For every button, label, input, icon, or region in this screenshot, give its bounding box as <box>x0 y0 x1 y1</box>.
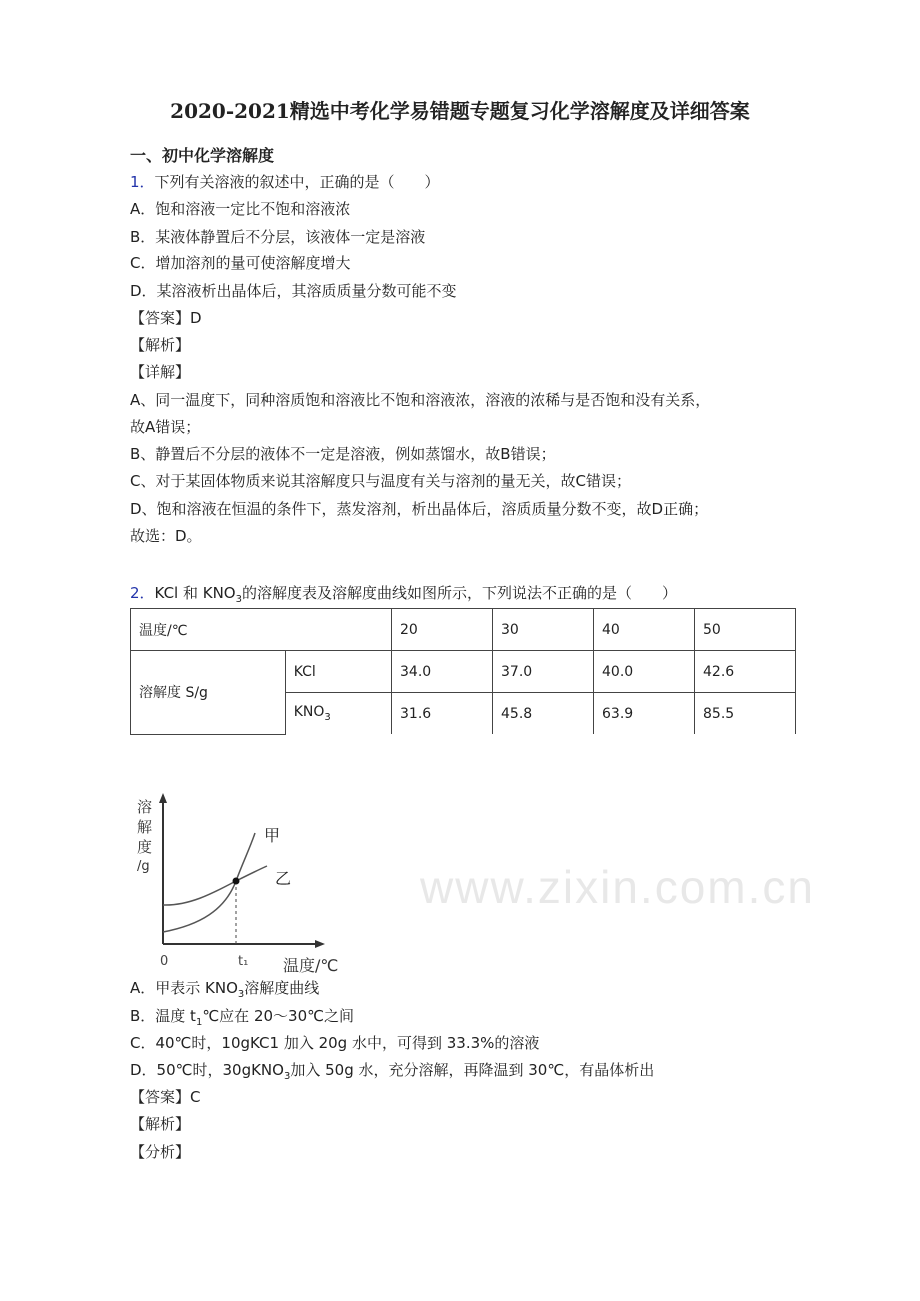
section-heading: 一、初中化学溶解度 <box>130 146 275 165</box>
subscript: 3 <box>283 1071 291 1082</box>
y-label-char: 度 <box>137 838 153 856</box>
q1-answer: 【答案】D <box>130 309 202 327</box>
table-cell: 40.0 <box>594 651 695 693</box>
subscript: 3 <box>324 711 331 723</box>
q2-text: 的溶解度表及溶解度曲线如图所示，下列说法不正确的是（ ） <box>241 584 677 602</box>
table-cell <box>285 693 391 735</box>
option-text: B．温度 t <box>130 1007 196 1025</box>
substance-name: KNO <box>293 704 325 721</box>
q1-explain-line: C、对于某固体物质来说其溶解度只与温度有关与溶剂的量无关，故C错误； <box>130 472 631 490</box>
option-text: D．50℃时，30gKNO <box>130 1061 284 1079</box>
q2-number: 2． <box>130 584 155 602</box>
watermark: www.zixin.com.cn <box>420 861 815 913</box>
q1-analysis: 【解析】 <box>130 336 191 354</box>
table-cell: 30 <box>493 609 594 651</box>
table-cell: 63.9 <box>594 693 695 735</box>
curve-label-yi: 乙 <box>275 869 292 888</box>
q2-option-c <box>130 1033 539 1053</box>
table-row <box>131 609 796 651</box>
y-label-char: 解 <box>137 818 153 836</box>
curve-label-jia: 甲 <box>264 826 281 845</box>
q2-stem <box>130 583 677 610</box>
q1-text: 下列有关溶液的叙述中，正确的是（ ） <box>154 173 440 191</box>
q1-explain-line: D、饱和溶液在恒温的条件下，蒸发溶剂，析出晶体后，溶质质量分数不变，故D正确； <box>130 500 709 518</box>
table-cell: 31.6 <box>392 693 493 735</box>
curve-yi <box>163 866 267 905</box>
table-cell: 37.0 <box>493 651 594 693</box>
q1-number: 1． <box>130 173 155 191</box>
q1-option-b: B．某液体静置后不分层，该液体一定是溶液 <box>130 228 426 246</box>
option-text: A．甲表示 KNO <box>130 979 238 997</box>
table-cell: 42.6 <box>695 651 796 693</box>
y-label-char: /g <box>137 859 150 874</box>
table-cell: 45.8 <box>493 693 594 735</box>
q1-option-d: D．某溶液析出晶体后，其溶质质量分数可能不变 <box>130 282 457 300</box>
subscript: 1 <box>195 1017 203 1028</box>
q2-fenxi: 【分析】 <box>130 1143 191 1161</box>
substance-name: KCl <box>293 663 316 680</box>
table-cell <box>285 651 391 693</box>
table-cell: 34.0 <box>392 651 493 693</box>
q2-analysis: 【解析】 <box>130 1115 191 1133</box>
q1-detail: 【详解】 <box>130 363 191 381</box>
table-cell: 温度/℃ <box>131 609 392 651</box>
y-label-char: 溶 <box>137 798 153 816</box>
q2-option-d <box>130 1060 654 1087</box>
t1-label: t₁ <box>238 954 249 969</box>
table-cell: 溶解度 S/g <box>131 651 286 735</box>
q2-option-a <box>130 978 319 1005</box>
origin-label: 0 <box>160 954 169 969</box>
table-cell: 40 <box>594 609 695 651</box>
q1-explain-line: 故选：D。 <box>130 527 202 545</box>
q2-text: KCl 和 KNO <box>154 584 236 602</box>
table-row <box>131 651 796 693</box>
table-cell: 20 <box>392 609 493 651</box>
intersection-point <box>233 878 240 885</box>
q2-answer: 【答案】C <box>130 1088 201 1106</box>
q1-explain-line: 故A错误； <box>130 418 201 436</box>
q1-explain-line: B、静置后不分层的液体不一定是溶液，例如蒸馏水，故B错误； <box>130 445 556 463</box>
y-axis-label <box>137 797 157 877</box>
option-text: 加入 50g 水，充分溶解，再降温到 30℃，有晶体析出 <box>290 1061 655 1079</box>
document-title: 2020-2021精选中考化学易错题专题复习化学溶解度及详细答案 <box>170 99 750 123</box>
option-text: C．40℃时，10gKC1 加入 20g 水中，可得到 33.3%的溶液 <box>130 1034 540 1052</box>
q1-option-c: C．增加溶剂的量可使溶解度增大 <box>130 254 351 272</box>
table-cell: 50 <box>695 609 796 651</box>
x-axis-arrow <box>315 940 325 948</box>
q1-option-a: A．饱和溶液一定比不饱和溶液浓 <box>130 200 351 218</box>
option-text: ℃应在 20～30℃之间 <box>202 1007 354 1025</box>
subscript: 3 <box>237 989 245 1000</box>
q2-option-b <box>130 1006 354 1033</box>
option-text: 溶解度曲线 <box>244 979 320 997</box>
q1-stem <box>130 172 440 192</box>
y-axis-arrow <box>159 793 167 803</box>
solubility-table <box>130 608 796 735</box>
table-cell: 85.5 <box>695 693 796 735</box>
curve-jia <box>163 833 255 932</box>
x-axis-label: 温度/℃ <box>283 956 339 975</box>
subscript: 3 <box>235 594 242 605</box>
q1-explain-line: A、同一温度下，同种溶质饱和溶液比不饱和溶液浓，溶液的浓稀与是否饱和没有关系， <box>130 391 711 409</box>
